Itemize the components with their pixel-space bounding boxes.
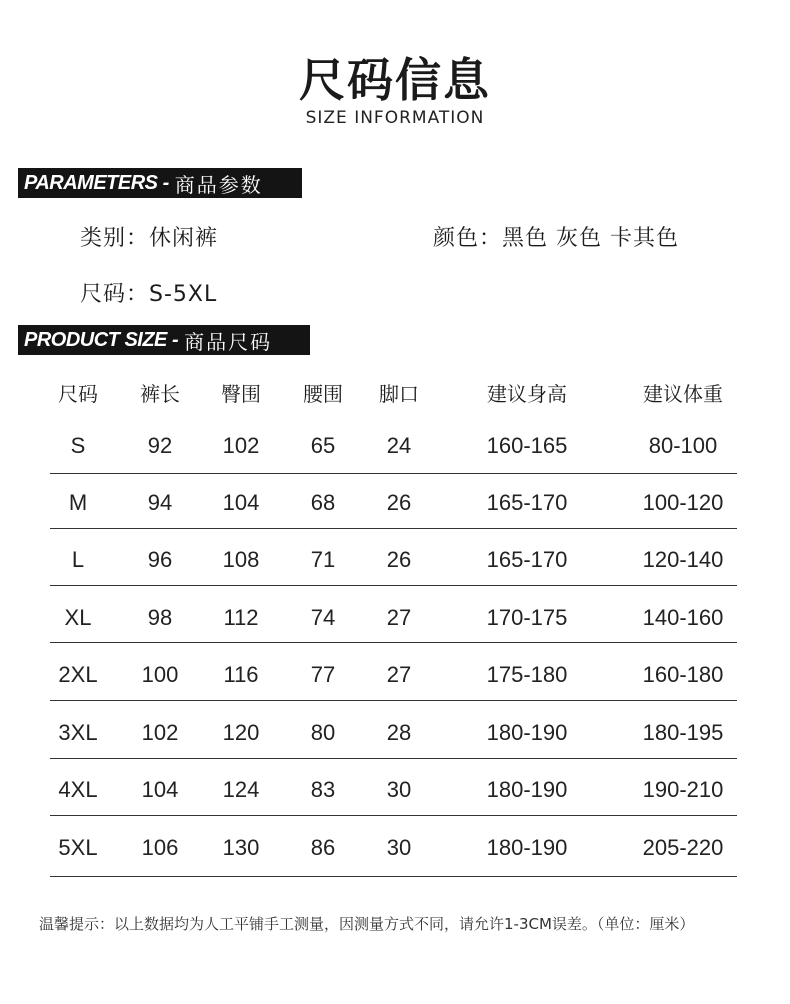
table-cell: 205-220 bbox=[642, 835, 724, 860]
table-cell: 27 bbox=[386, 662, 412, 687]
table-row-divider bbox=[50, 528, 737, 529]
table-cell: 180-195 bbox=[642, 720, 724, 745]
header-hip: 臀围 bbox=[221, 382, 261, 406]
table-cell: 74 bbox=[310, 605, 336, 630]
table-cell: 30 bbox=[386, 835, 412, 860]
table-cell: 108 bbox=[222, 547, 260, 572]
size-param: 尺码：S-5XL bbox=[80, 282, 218, 307]
table-cell: 165-170 bbox=[486, 547, 568, 572]
table-cell: 92 bbox=[147, 433, 173, 458]
table-cell: 102 bbox=[222, 433, 260, 458]
product-size-bar-chinese: 商品尺码 bbox=[184, 329, 273, 354]
header-height: 建议身高 bbox=[487, 382, 567, 406]
table-row-divider bbox=[50, 876, 737, 877]
category-param: 类别：休闲裤 bbox=[80, 226, 219, 251]
table-cell: M bbox=[68, 490, 88, 515]
table-row-divider bbox=[50, 700, 737, 701]
table-cell: 175-180 bbox=[486, 662, 568, 687]
header-waist: 腰围 bbox=[303, 382, 343, 406]
table-cell: 27 bbox=[386, 605, 412, 630]
parameters-section-bar bbox=[18, 168, 302, 198]
table-cell: XL bbox=[64, 605, 92, 630]
table-cell: 98 bbox=[147, 605, 173, 630]
table-cell: 100 bbox=[141, 662, 179, 687]
table-row-divider bbox=[50, 585, 737, 586]
page-title: 尺码信息 bbox=[299, 53, 491, 107]
header-length: 裤长 bbox=[140, 382, 180, 406]
table-cell: 5XL bbox=[58, 835, 98, 860]
table-cell: 140-160 bbox=[642, 605, 724, 630]
table-cell: 170-175 bbox=[486, 605, 568, 630]
table-cell: 65 bbox=[310, 433, 336, 458]
table-cell: 86 bbox=[310, 835, 336, 860]
table-row-divider bbox=[50, 758, 737, 759]
product-size-section-bar bbox=[18, 325, 310, 355]
header-hem: 脚口 bbox=[379, 382, 419, 406]
table-cell: 124 bbox=[222, 777, 260, 802]
parameters-bar-english: PARAMETERS - bbox=[24, 171, 169, 194]
table-cell: 80 bbox=[310, 720, 336, 745]
table-cell: 120 bbox=[222, 720, 260, 745]
table-cell: 130 bbox=[222, 835, 260, 860]
color-param: 颜色：黑色 灰色 卡其色 bbox=[433, 226, 679, 251]
table-cell: 100-120 bbox=[642, 490, 724, 515]
page-subtitle: SIZE INFORMATION bbox=[305, 108, 485, 128]
table-cell: 120-140 bbox=[642, 547, 724, 572]
table-row-divider bbox=[50, 473, 737, 474]
table-cell: S bbox=[70, 433, 86, 458]
table-cell: 160-165 bbox=[486, 433, 568, 458]
header-weight: 建议体重 bbox=[643, 382, 723, 406]
table-row-divider bbox=[50, 642, 737, 643]
table-cell: 26 bbox=[386, 547, 412, 572]
table-cell: 83 bbox=[310, 777, 336, 802]
table-cell: 180-190 bbox=[486, 777, 568, 802]
table-cell: 71 bbox=[310, 547, 336, 572]
table-row-divider bbox=[50, 815, 737, 816]
table-cell: 2XL bbox=[58, 662, 98, 687]
table-cell: 104 bbox=[222, 490, 260, 515]
table-cell: 4XL bbox=[58, 777, 98, 802]
table-cell: 94 bbox=[147, 490, 173, 515]
parameters-bar-chinese: 商品参数 bbox=[174, 172, 263, 197]
table-cell: 165-170 bbox=[486, 490, 568, 515]
table-cell: 180-190 bbox=[486, 720, 568, 745]
table-cell: 160-180 bbox=[642, 662, 724, 687]
table-cell: 77 bbox=[310, 662, 336, 687]
table-cell: 106 bbox=[141, 835, 179, 860]
table-cell: 104 bbox=[141, 777, 179, 802]
table-cell: 180-190 bbox=[486, 835, 568, 860]
table-cell: 80-100 bbox=[648, 433, 718, 458]
table-cell: 68 bbox=[310, 490, 336, 515]
table-cell: 116 bbox=[223, 662, 259, 687]
header-size: 尺码 bbox=[58, 382, 98, 406]
table-cell: 96 bbox=[147, 547, 173, 572]
table-cell: 3XL bbox=[58, 720, 98, 745]
table-cell: 102 bbox=[141, 720, 179, 745]
table-cell: 30 bbox=[386, 777, 412, 802]
footer-note: 温馨提示：以上数据均为人工平铺手工测量，因测量方式不同，请允许1-3CM误差。（单位：厘米） bbox=[39, 915, 695, 933]
table-cell: 24 bbox=[386, 433, 412, 458]
table-cell: 112 bbox=[223, 605, 259, 630]
table-cell: 190-210 bbox=[642, 777, 724, 802]
table-cell: L bbox=[71, 547, 85, 572]
table-cell: 26 bbox=[386, 490, 412, 515]
product-size-bar-english: PRODUCT SIZE - bbox=[24, 328, 179, 351]
table-cell: 28 bbox=[386, 720, 412, 745]
